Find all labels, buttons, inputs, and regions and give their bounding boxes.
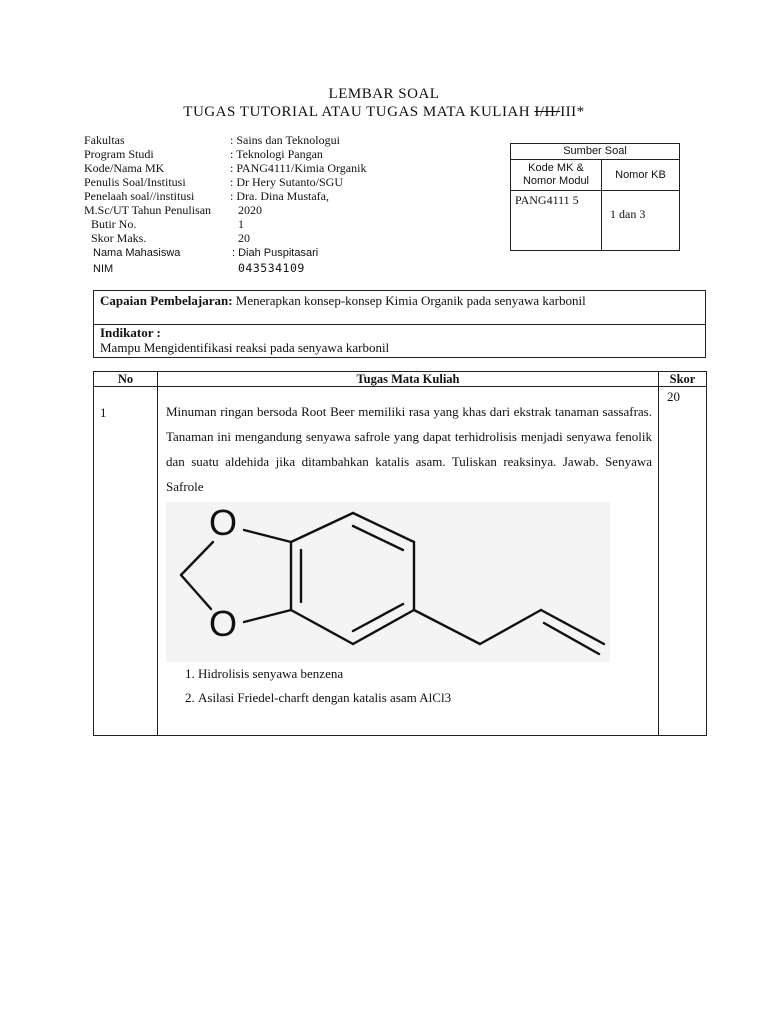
info-nim [93, 262, 305, 276]
indikator-label: Indikator : [100, 325, 161, 340]
info-penelaah [84, 190, 329, 203]
info-value: : Diah Puspitasari [232, 247, 319, 259]
info-value: 043534109 [238, 261, 305, 275]
info-label: Penulis Soal/Institusi [84, 175, 186, 189]
subtitle-prefix: TUGAS TUTORIAL ATAU TUGAS MATA KULIAH [183, 104, 535, 120]
info-label: Fakultas [84, 133, 125, 147]
table-row [94, 387, 707, 736]
info-label: NIM [93, 263, 114, 275]
info-label: Skor Maks. [91, 231, 147, 245]
capaian-box [93, 290, 706, 325]
info-value: : PANG4111/Kimia Organik [230, 161, 367, 175]
info-value: : Dra. Dina Mustafa, [230, 189, 329, 203]
page-title: LEMBAR SOAL [328, 86, 440, 102]
safrole-diagram [166, 502, 610, 662]
subtitle-struck: I/II/ [534, 104, 561, 120]
info-value: : Sains dan Teknologui [230, 133, 340, 147]
col-header-tugas: Tugas Mata Kuliah [158, 372, 659, 387]
info-skor [91, 232, 250, 245]
capaian-label: Capaian Pembelajaran: [100, 293, 233, 308]
row-skor: 20 [659, 387, 707, 736]
subtitle-suffix: III* [560, 104, 585, 120]
info-value: 20 [238, 231, 250, 245]
info-label: Butir No. [91, 217, 137, 231]
task-table [93, 371, 707, 736]
info-fakultas [84, 134, 340, 147]
sumber-col2-value: 1 dan 3 [602, 191, 680, 251]
sumber-header: Sumber Soal [511, 144, 680, 160]
info-label: Nama Mahasiswa [93, 247, 181, 259]
sumber-col1-header: Kode MK & Nomor Modul [511, 160, 602, 191]
info-value: : Dr Hery Sutanto/SGU [230, 175, 343, 189]
oxygen-atom-2: O [208, 603, 238, 644]
list-item: 2. Asilasi Friedel-charft dengan katalis asam AlCl3 [198, 686, 652, 710]
info-label: Program Studi [84, 147, 154, 161]
col-header-no: No [94, 372, 158, 387]
sumber-col2-header: Nomor KB [602, 160, 680, 191]
info-butir [91, 218, 244, 231]
col-header-skor: Skor [659, 372, 707, 387]
info-label: Penelaah soal//institusi [84, 189, 195, 203]
sumber-soal-table [510, 143, 680, 251]
question-text: Minuman ringan bersoda Root Beer memiliki rasa yang khas dari ekstrak tanaman sassafras. Tanaman ini mengandung senyawa safrole yang dapat terhidrolisis menjadi senyawa fenolik dan suatu aldehida jika ditambahkan katalis asam. Tuliskan reaksinya. Jawab. Senyawa Safrole [166, 404, 652, 494]
list-item: 1. Hidrolisis senyawa benzena [198, 662, 652, 686]
capaian-text: Menerapkan konsep-konsep Kimia Organik pada senyawa karbonil [232, 293, 586, 308]
info-kode [84, 162, 366, 175]
oxygen-atom-1: O [208, 502, 238, 543]
safrole-structure [166, 502, 610, 662]
info-nama [93, 247, 318, 260]
row-no: 1 [94, 387, 158, 736]
page-subtitle [0, 104, 768, 121]
indikator-box [93, 324, 706, 358]
info-value: : Teknologi Pangan [230, 147, 323, 161]
info-value: 1 [238, 217, 244, 231]
answer-list [166, 662, 652, 710]
info-value: 2020 [238, 203, 262, 217]
row-task [158, 387, 659, 736]
sumber-col1-value: PANG4111 5 [511, 191, 602, 251]
indikator-text: Mampu Mengidentifikasi reaksi pada senyawa karbonil [100, 340, 390, 355]
info-label: M.Sc/UT Tahun Penulisan [84, 203, 212, 217]
info-prodi [84, 148, 323, 161]
info-label: Kode/Nama MK [84, 161, 165, 175]
info-penulis [84, 176, 343, 189]
info-tahun [84, 204, 262, 217]
